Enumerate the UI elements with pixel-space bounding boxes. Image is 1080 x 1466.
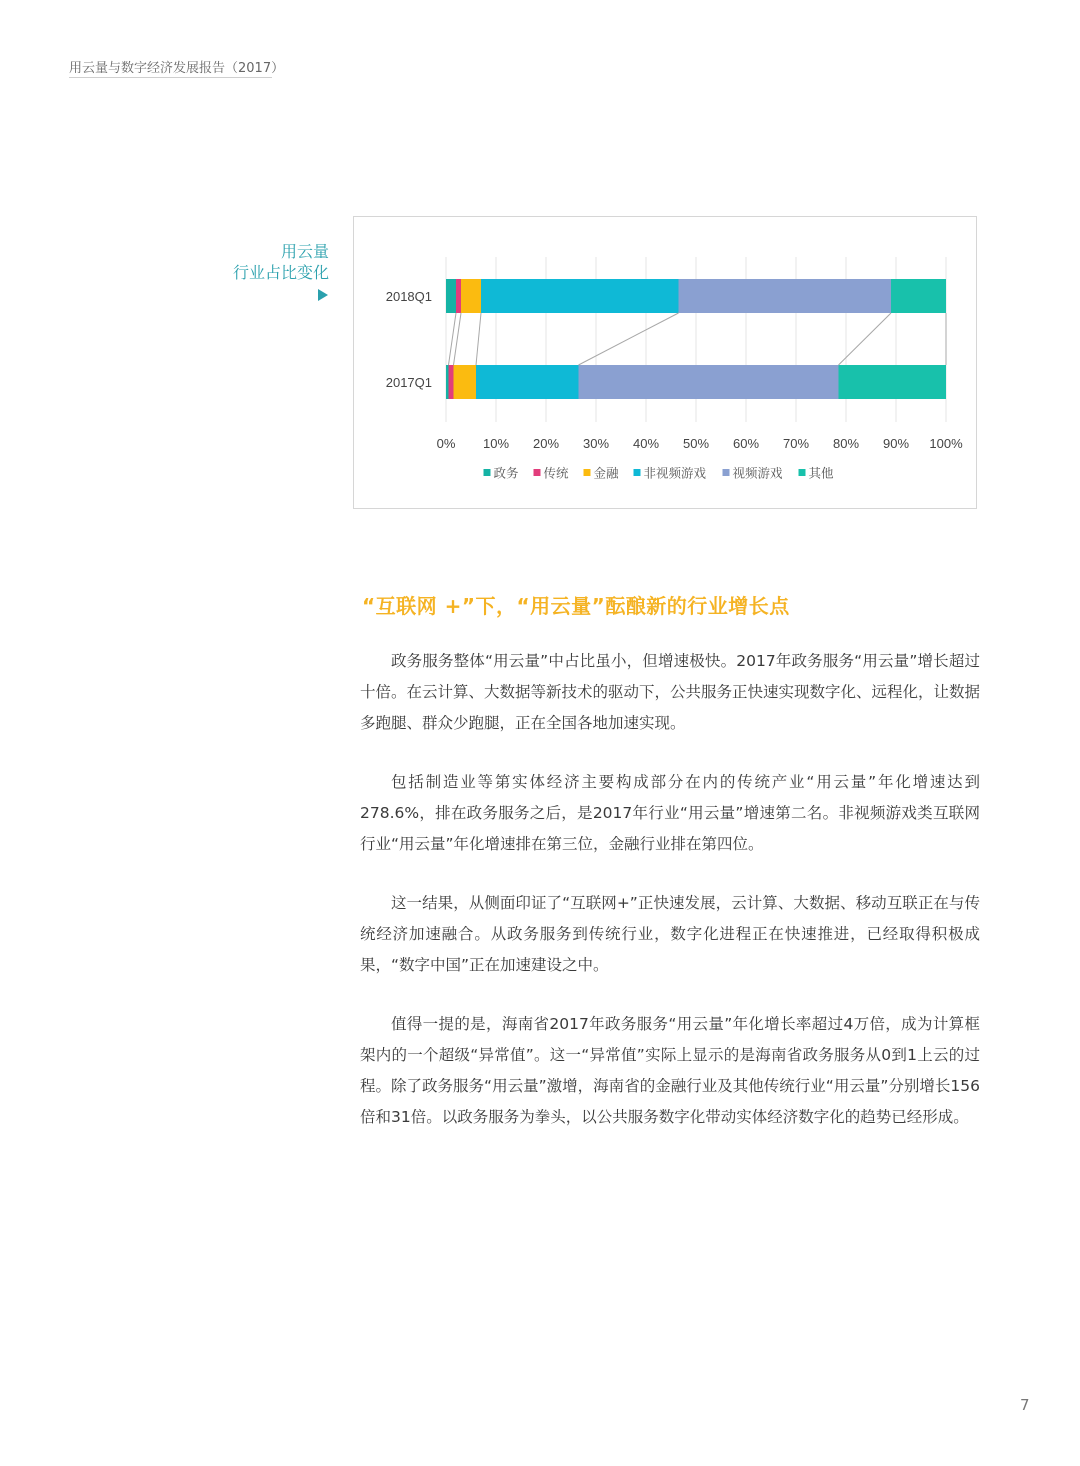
chart-caption [150,241,329,283]
x-tick-label: 0% [436,436,456,451]
legend-label: 传统 [543,465,569,481]
paragraph-4: 值得一提的是，海南省2017年政务服务“用云量”年化增长率超过4万倍，成为计算框架内的一个超级“异常值”。这一“异常值”实际上显示的是海南省政务服务从0到1上云的过程。除了政务服务“用云量”激增，海南省的金融行业及其他传统行业“用云量”分别增长156倍和31倍。以政务服务为拳头，以公共服务数字化带动实体经济数字化的趋势已经形成。 [360,1015,980,1126]
x-tick-label: 30% [582,436,610,451]
bar-segment [449,365,454,399]
paragraph-1: 政务服务整体“用云量”中占比虽小，但增速极快。2017年政务服务“用云量”增长超过十倍。在云计算、大数据等新技术的驱动下，公共服务正快速实现数字化、远程化，让数据多跑腿、群众少跑腿，正在全国各地加速实现。 [360,652,981,732]
bar-segment [839,365,947,399]
legend-swatch [799,469,806,476]
bar-segment [679,279,892,313]
chart-caption-line-1: 用云量 [280,242,329,261]
x-tick-label: 80% [832,436,860,451]
connector-line [579,313,679,365]
bar-segment [579,365,839,399]
legend-label: 其他 [808,465,834,481]
legend-label: 非视频游戏 [643,465,707,481]
legend-swatch [723,469,730,476]
chart-caption-line-2: 行业占比变化 [232,263,329,282]
x-tick-label: 20% [532,436,560,451]
x-tick-label: 60% [732,436,760,451]
x-tick-label: 70% [782,436,810,451]
bar-segment [446,279,456,313]
legend-label: 金融 [593,465,619,481]
chart-frame [353,216,977,509]
running-header: 用云量与数字经济发展报告（2017） [69,61,285,76]
bar-segment [454,365,477,399]
category-label: 2017Q1 [385,375,432,390]
connector-line [476,313,481,365]
stacked-bar-chart [354,217,978,510]
body-text [360,646,980,1161]
x-tick-label: 90% [882,436,910,451]
bar-segment [891,279,946,313]
legend-swatch [484,469,491,476]
bar-segment [481,279,679,313]
x-tick-label: 10% [482,436,510,451]
x-tick-label: 50% [682,436,710,451]
bar-segment [446,365,449,399]
bar-segment [461,279,481,313]
header-rule [69,77,272,78]
bar-segment [456,279,461,313]
page-number: 7 [1020,1396,1030,1414]
paragraph-2: 包括制造业等第实体经济主要构成部分在内的传统产业“用云量”年化增速达到278.6%，排在政务服务之后，是2017年行业“用云量”增速第二名。非视频游戏类互联网行业“用云量”年化增速排在第三位，金融行业排在第四位。 [360,773,980,853]
bar-segment [476,365,579,399]
legend-swatch [584,469,591,476]
legend-label: 视频游戏 [732,465,783,481]
x-tick-label: 100% [929,436,963,451]
section-heading: “互联网 +”下，“用云量”酝酿新的行业增长点 [362,594,790,618]
x-tick-label: 40% [632,436,660,451]
paragraph-3: 这一结果，从侧面印证了“互联网+”正快速发展，云计算、大数据、移动互联正在与传统经济加速融合。从政务服务到传统行业，数字化进程正在快速推进，已经取得积极成果，“数字中国”正在加速建设之中。 [360,894,980,974]
category-label: 2018Q1 [385,289,432,304]
caption-arrow-icon [318,289,328,301]
legend-swatch [534,469,541,476]
legend-swatch [634,469,641,476]
legend-label: 政务 [493,465,519,481]
